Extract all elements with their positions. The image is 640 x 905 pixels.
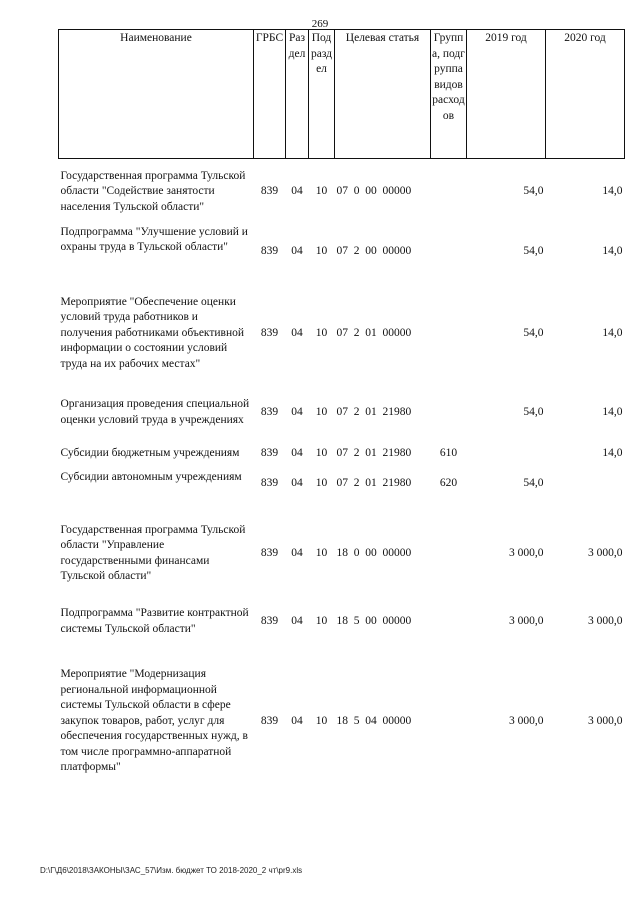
row-target: 18 0 00 00000 <box>336 546 412 559</box>
row-2019: 3 000,0 <box>509 546 544 559</box>
row-grbs: 839 <box>260 326 279 339</box>
row-grbs: 839 <box>260 405 279 418</box>
header-group: Группа, подгруппа видов расходов <box>431 30 467 159</box>
row-grbs: 839 <box>260 185 279 197</box>
row-2020: 14,0 <box>602 245 623 258</box>
row-2020: 3 000,0 <box>588 546 623 559</box>
row-target: 07 2 00 00000 <box>336 245 412 258</box>
row-2020: 14,0 <box>602 185 623 197</box>
row-name: Мероприятие "Обеспечение оценки условий труда работников и получения работниками объективной информации о состоянии условий труда на их рабочих местах" <box>60 295 245 370</box>
row-podrazdel: 10 <box>315 614 328 627</box>
row-2019: 54,0 <box>523 185 544 197</box>
row-2020: 14,0 <box>602 326 623 339</box>
header-podrazdel: Подраздел <box>309 30 335 159</box>
row-podrazdel: 10 <box>315 185 328 197</box>
table-row <box>59 225 625 280</box>
row-grbs: 839 <box>260 714 279 727</box>
page-number: 269 <box>311 18 329 30</box>
row-name: Мероприятие "Модернизация региональной информационной системы Тульской области в сфере закупок товаров, работ, услуг для обеспечения государственных нужд, в том числе программно-аппаратной платформы" <box>60 668 248 774</box>
row-name: Субсидии бюджетным учреждениям <box>60 446 240 459</box>
table-header-row <box>59 30 625 159</box>
row-group <box>431 652 467 792</box>
row-2020: 3 000,0 <box>588 614 623 627</box>
row-2019: 54,0 <box>523 326 544 339</box>
header-2019: 2019 год <box>467 30 546 159</box>
row-razdel: 04 <box>291 614 303 627</box>
row-group <box>431 159 467 225</box>
header-2020: 2020 год <box>546 30 625 159</box>
row-2019: 3 000,0 <box>509 614 544 627</box>
row-target: 18 5 00 00000 <box>336 614 412 627</box>
row-group <box>431 516 467 592</box>
table-row <box>59 470 625 516</box>
row-2019: 54,0 <box>523 245 544 258</box>
row-target: 18 5 04 00000 <box>336 714 412 727</box>
row-razdel: 04 <box>291 446 303 459</box>
row-2020: 14,0 <box>602 405 623 418</box>
row-razdel: 04 <box>291 245 303 258</box>
table-row <box>59 388 625 438</box>
row-name: Субсидии автономным учреждениям <box>60 470 242 483</box>
row-podrazdel: 10 <box>315 326 328 339</box>
row-grbs: 839 <box>260 546 279 559</box>
file-path-footer: D:\Г\Д6\2018\ЗАКОНЫ\ЗАС_57\Изм. бюджет ТО 2018-2020_2 чт\pr9.xls <box>40 866 303 875</box>
row-razdel: 04 <box>291 326 303 339</box>
row-name: Подпрограмма "Развитие контрактной системы Тульской области" <box>60 607 249 635</box>
row-2019: 54,0 <box>523 405 544 418</box>
table-row <box>59 516 625 592</box>
row-podrazdel: 10 <box>315 714 328 727</box>
row-razdel: 04 <box>291 476 303 489</box>
table-row <box>59 652 625 792</box>
table-row <box>59 159 625 225</box>
row-target: 07 2 01 21980 <box>336 476 412 489</box>
row-grbs: 839 <box>260 476 279 489</box>
row-target: 07 2 01 21980 <box>336 405 412 418</box>
header-razdel: Раздел <box>286 30 309 159</box>
row-2020: 14,0 <box>602 446 623 459</box>
row-razdel: 04 <box>291 714 303 727</box>
header-name: Наименование <box>59 30 254 159</box>
header-grbs: ГРБС <box>254 30 286 159</box>
row-razdel: 04 <box>291 405 303 418</box>
row-podrazdel: 10 <box>315 245 328 258</box>
table-row <box>59 438 625 470</box>
row-target: 07 0 00 00000 <box>336 185 412 197</box>
row-group <box>431 388 467 438</box>
row-2019: 54,0 <box>523 476 544 489</box>
row-name: Государственная программа Тульской области "Управление государственными финансами Тульской области" <box>60 523 246 582</box>
row-2019 <box>467 438 546 470</box>
row-2020: 3 000,0 <box>588 714 623 727</box>
row-2020 <box>546 470 625 516</box>
row-target: 07 2 01 21980 <box>336 446 412 459</box>
row-group <box>431 280 467 388</box>
row-group: 610 <box>439 446 458 459</box>
row-grbs: 839 <box>260 245 279 258</box>
row-podrazdel: 10 <box>315 446 328 459</box>
row-group <box>431 592 467 652</box>
row-grbs: 839 <box>260 614 279 627</box>
table-row <box>59 592 625 652</box>
row-podrazdel: 10 <box>315 476 328 489</box>
row-group: 620 <box>439 476 458 489</box>
row-razdel: 04 <box>291 185 303 197</box>
row-name: Подпрограмма "Улучшение условий и охраны труда в Тульской области" <box>60 225 248 253</box>
row-target: 07 2 01 00000 <box>336 326 412 339</box>
row-group <box>431 225 467 280</box>
row-grbs: 839 <box>260 446 279 459</box>
budget-table <box>58 29 625 792</box>
table-row <box>59 280 625 388</box>
row-name: Организация проведения специальной оценки условий труда в учреждениях <box>60 398 250 426</box>
row-podrazdel: 10 <box>315 405 328 418</box>
row-2019: 3 000,0 <box>509 714 544 727</box>
row-podrazdel: 10 <box>315 546 328 559</box>
row-name: Государственная программа Тульской области "Содействие занятости населения Тульской области" <box>60 169 246 213</box>
row-razdel: 04 <box>291 546 303 559</box>
header-target: Целевая статья <box>335 30 431 159</box>
